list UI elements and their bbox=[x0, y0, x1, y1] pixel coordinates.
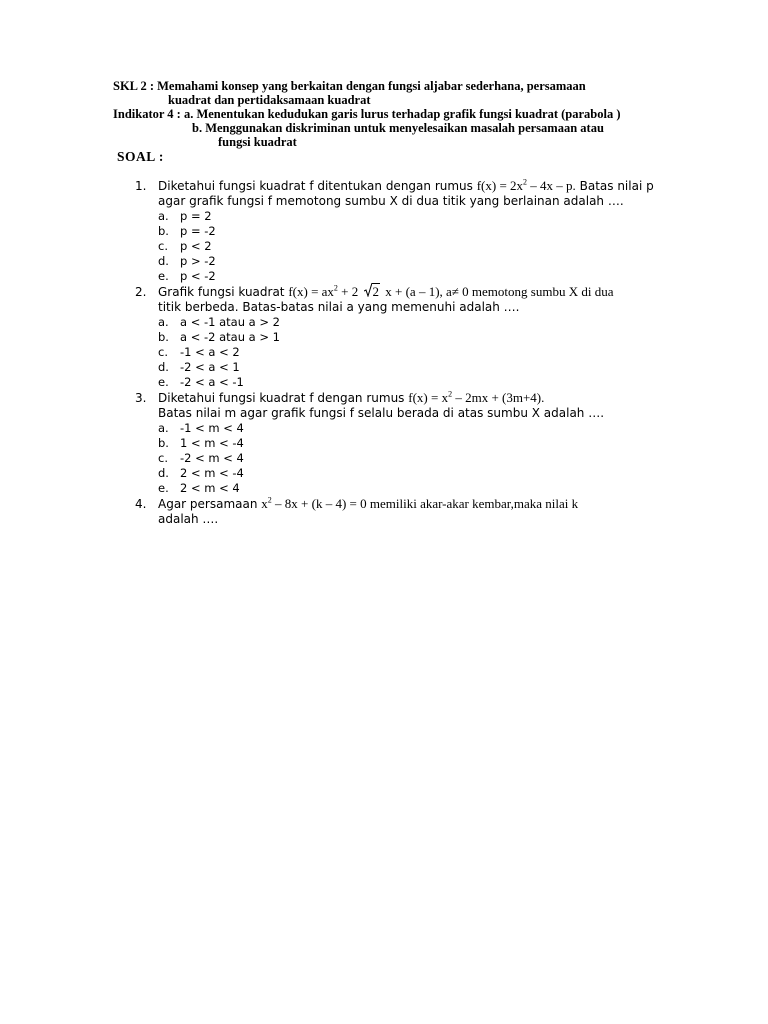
option-letter: d. bbox=[158, 360, 169, 374]
formula-text: – 2mx + (3m+4). bbox=[452, 390, 545, 405]
option-text: -2 < a < 1 bbox=[180, 360, 240, 374]
option-letter: b. bbox=[158, 436, 169, 450]
option-letter: b. bbox=[158, 224, 169, 238]
formula bbox=[288, 284, 613, 299]
soal-heading: SOAL : bbox=[117, 149, 164, 164]
question-text: Agar persamaan bbox=[158, 497, 262, 511]
formula bbox=[408, 390, 544, 405]
option-text: -1 < a < 2 bbox=[180, 345, 240, 359]
option-text: 2 < m < 4 bbox=[180, 481, 240, 495]
formula-text: f(x) = x bbox=[408, 390, 449, 405]
option-letter: d. bbox=[158, 254, 169, 268]
option-text: a < -1 atau a > 2 bbox=[180, 315, 280, 329]
option-text: 2 < m < -4 bbox=[180, 466, 244, 480]
option-letter: e. bbox=[158, 269, 169, 283]
formula-text: x + (a – 1), a≠ 0 memotong sumbu X di dua bbox=[382, 284, 614, 299]
option-letter: c. bbox=[158, 345, 168, 359]
question-4-line-2: adalah …. bbox=[158, 512, 219, 526]
question-text: Diketahui fungsi kuadrat f ditentukan dengan rumus bbox=[158, 179, 477, 193]
skl-line-1: SKL 2 : Memahami konsep yang berkaitan dengan fungsi aljabar sederhana, persamaan bbox=[113, 79, 586, 93]
formula-text: + 2 bbox=[337, 284, 362, 299]
question-2-line-2: titik berbeda. Batas-batas nilai a yang memenuhi adalah …. bbox=[158, 300, 520, 314]
question-3-line-1 bbox=[158, 391, 544, 405]
indikator-line-1: Indikator 4 : a. Menentukan kedudukan garis lurus terhadap grafik fungsi kuadrat (parabola ) bbox=[113, 107, 621, 121]
option-letter: b. bbox=[158, 330, 169, 344]
option-letter: d. bbox=[158, 466, 169, 480]
option-letter: a. bbox=[158, 421, 169, 435]
skl-line-2: kuadrat dan pertidaksamaan kuadrat bbox=[168, 93, 371, 107]
formula bbox=[261, 496, 578, 511]
question-text: Batas nilai p bbox=[575, 179, 654, 193]
option-text: p = -2 bbox=[180, 224, 216, 238]
option-letter: c. bbox=[158, 451, 168, 465]
formula-text: – 8x + (k – 4) = 0 bbox=[271, 496, 367, 511]
question-text: Grafik fungsi kuadrat bbox=[158, 285, 289, 299]
formula-text: – 4x – p. bbox=[527, 178, 576, 193]
radicand: 2 bbox=[372, 284, 380, 299]
formula bbox=[477, 178, 576, 193]
option-text: a < -2 atau a > 1 bbox=[180, 330, 280, 344]
option-text: -1 < m < 4 bbox=[180, 421, 244, 435]
option-text: p < 2 bbox=[180, 239, 212, 253]
formula-exponent: 2 bbox=[333, 283, 338, 293]
formula-text: f(x) = 2x bbox=[476, 178, 524, 193]
question-number: 3. bbox=[135, 391, 147, 405]
question-1-line-2: agar grafik fungsi f memotong sumbu X di dua titik yang berlainan adalah …. bbox=[158, 194, 624, 208]
formula-text: memiliki akar-akar kembar,maka nilai k bbox=[366, 496, 579, 511]
formula-exponent: 2 bbox=[267, 495, 272, 505]
option-letter: e. bbox=[158, 481, 169, 495]
option-letter: c. bbox=[158, 239, 168, 253]
question-text: Diketahui fungsi kuadrat f dengan rumus bbox=[158, 391, 409, 405]
question-1-line-1 bbox=[158, 179, 654, 193]
option-letter: e. bbox=[158, 375, 169, 389]
question-number: 1. bbox=[135, 179, 147, 193]
formula-text: f(x) = ax bbox=[288, 284, 334, 299]
indikator-line-3: fungsi kuadrat bbox=[218, 135, 297, 149]
radical-sign-icon bbox=[364, 283, 372, 297]
question-2-line-1 bbox=[158, 285, 613, 299]
formula-exponent: 2 bbox=[448, 389, 453, 399]
option-text: p > -2 bbox=[180, 254, 216, 268]
option-text: p < -2 bbox=[180, 269, 216, 283]
question-3-line-2: Batas nilai m agar grafik fungsi f selalu berada di atas sumbu X adalah …. bbox=[158, 406, 605, 420]
indikator-line-2: b. Menggunakan diskriminan untuk menyelesaikan masalah persamaan atau bbox=[192, 121, 604, 135]
formula-exponent: 2 bbox=[523, 177, 528, 187]
option-text: -2 < m < 4 bbox=[180, 451, 244, 465]
option-letter: a. bbox=[158, 209, 169, 223]
question-4-line-1 bbox=[158, 497, 578, 511]
question-number: 2. bbox=[135, 285, 147, 299]
square-root-symbol bbox=[364, 285, 381, 299]
option-text: -2 < a < -1 bbox=[180, 375, 244, 389]
formula-text: x bbox=[261, 496, 268, 511]
option-text: 1 < m < -4 bbox=[180, 436, 244, 450]
option-text: p = 2 bbox=[180, 209, 212, 223]
option-letter: a. bbox=[158, 315, 169, 329]
question-number: 4. bbox=[135, 497, 147, 511]
